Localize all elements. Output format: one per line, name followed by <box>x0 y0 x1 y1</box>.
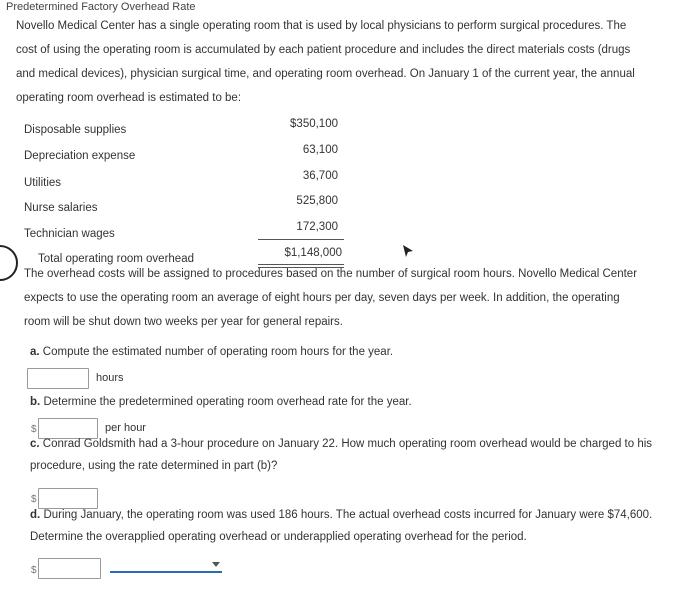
question-a <box>30 341 650 363</box>
budget-value-utilities: 36,700 <box>302 170 338 182</box>
budget-value-nurse-salaries: 525,800 <box>296 195 338 207</box>
question-b-text: Determine the predetermined operating room overhead rate for the year. <box>43 396 412 408</box>
budget-label-depreciation: Depreciation expense <box>24 150 136 162</box>
answer-b-dollar: $ <box>31 424 37 435</box>
question-b-letter: b. <box>30 396 41 408</box>
question-c <box>30 433 654 477</box>
answer-a-unit: hours <box>96 372 124 384</box>
subtotal-rule <box>258 239 344 240</box>
question-c-letter: c. <box>30 438 40 450</box>
mouse-cursor-icon <box>402 244 414 258</box>
budget-label-nurse-salaries: Nurse salaries <box>24 202 98 214</box>
budget-label-utilities: Utilities <box>24 177 62 189</box>
answer-a-input[interactable] <box>27 368 89 389</box>
budget-value-technician-wages: 172,300 <box>296 221 338 233</box>
question-c-text: Conrad Goldsmith had a 3-hour procedure on January 22. How much operating room overhead would be charged to his procedure, using the rate determined in part (b)? <box>30 438 653 472</box>
intro-paragraph: Novello Medical Center has a single operating room that is used by local physicians to perform surgical procedures. The cost of using the operating room is accumulated by each patient procedure and includes the direct materials costs (drugs and medical devices), physician surgical time, and operating room overhead. On January 1 of the current year, the annual operating room overhead is estimated to be: <box>16 20 635 104</box>
answer-d-input[interactable] <box>38 558 101 579</box>
answer-d-dollar: $ <box>31 565 37 576</box>
annotation-circle <box>0 245 18 281</box>
budget-value-supplies: $350,100 <box>290 118 338 130</box>
budget-value-depreciation: 63,100 <box>302 144 338 156</box>
budget-total-label: Total operating room overhead <box>38 253 194 265</box>
question-a-text: Compute the estimated number of operating room hours for the year. <box>42 346 394 358</box>
budget-total-value: $1,148,000 <box>284 247 342 259</box>
budget-label-technician-wages: Technician wages <box>24 228 115 240</box>
question-b <box>30 391 650 413</box>
question-d <box>30 504 654 548</box>
answer-b-unit: per hour <box>105 422 146 434</box>
question-d-letter: d. <box>30 509 41 521</box>
budget-label-supplies: Disposable supplies <box>24 124 127 136</box>
question-a-letter: a. <box>30 346 40 358</box>
page-title: Predetermined Factory Overhead Rate <box>6 1 196 13</box>
answer-c-dollar: $ <box>31 494 37 505</box>
chevron-down-icon[interactable] <box>212 562 220 567</box>
over-under-dropdown[interactable] <box>110 559 222 573</box>
allocation-paragraph: The overhead costs will be assigned to procedures based on the number of surgical room hours. Novello Medical Center expects to use the operating room an average of eight hours per day, seven days per week. In addition, the operating room will be shut down two weeks per year for general repairs. <box>24 268 638 328</box>
question-d-text: During January, the operating room was used 186 hours. The actual overhead costs incurred for January were $74,600. Determine the overapplied operating overhead or underapplied operating overhead for the period. <box>30 509 653 543</box>
